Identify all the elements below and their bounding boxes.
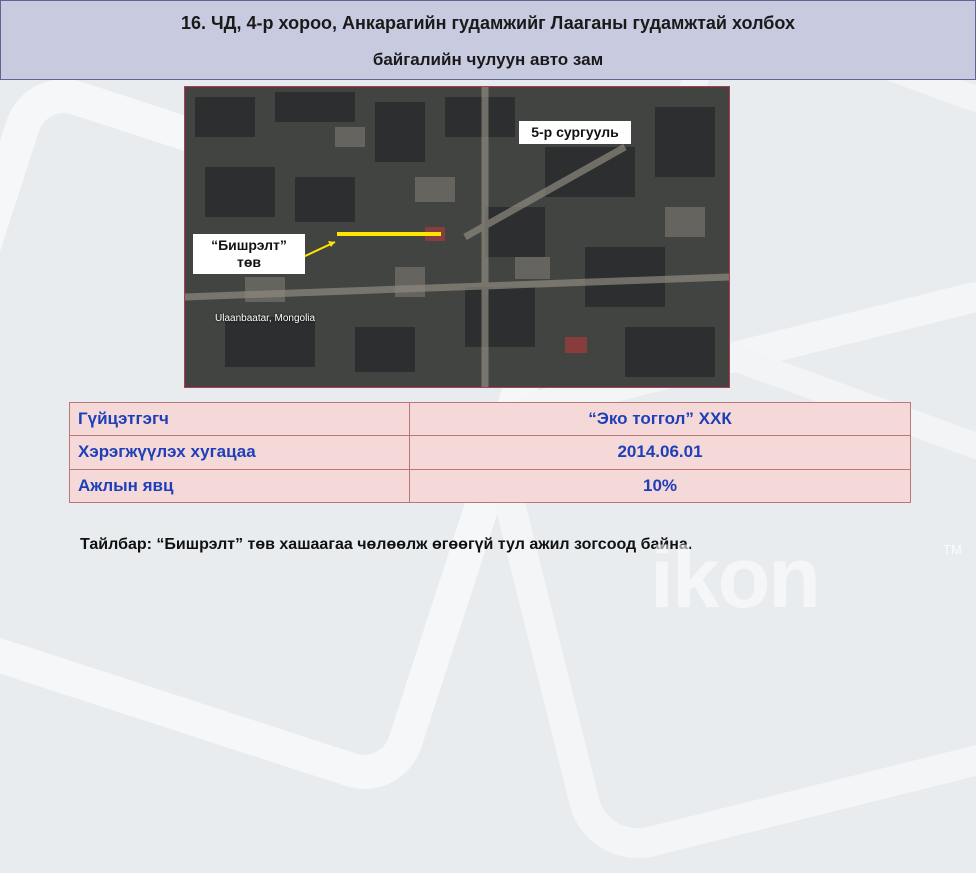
satellite-map-image [184,86,730,388]
table-row [70,469,911,502]
contractor-value: “Эко тоггол” ХХК [410,403,911,436]
table-row [70,403,911,436]
project-info-table [69,402,911,503]
deadline-value: 2014.06.01 [410,436,911,469]
center-label-line-1: “Бишрэлт” [211,237,287,253]
progress-label: Ажлын явц [70,469,410,502]
watermark-logo: ikon [650,530,819,626]
center-label [193,234,305,274]
slide-title [0,0,976,80]
watermark-trademark: TM [943,542,962,557]
school-label: 5-р сургууль [519,121,631,144]
map-caption: Ulaanbaatar, Mongolia [215,313,316,324]
table-row [70,436,911,469]
progress-value: 10% [410,469,911,502]
note-text: Тайлбар: “Бишрэлт” төв хашаагаа чөлөөлж өгөөгүй тул ажил зогсоод байна. [80,536,693,553]
title-line-1: 16. ЧД, 4-р хороо, Анкарагийн гудамжийг Лааганы гудамжтай холбох [181,13,795,33]
deadline-label: Хэрэгжүүлэх хугацаа [70,436,410,469]
contractor-label: Гүйцэтгэгч [70,403,410,436]
title-line-2: байгалийн чулуун авто зам [372,50,604,69]
center-label-line-2: төв [236,254,261,270]
